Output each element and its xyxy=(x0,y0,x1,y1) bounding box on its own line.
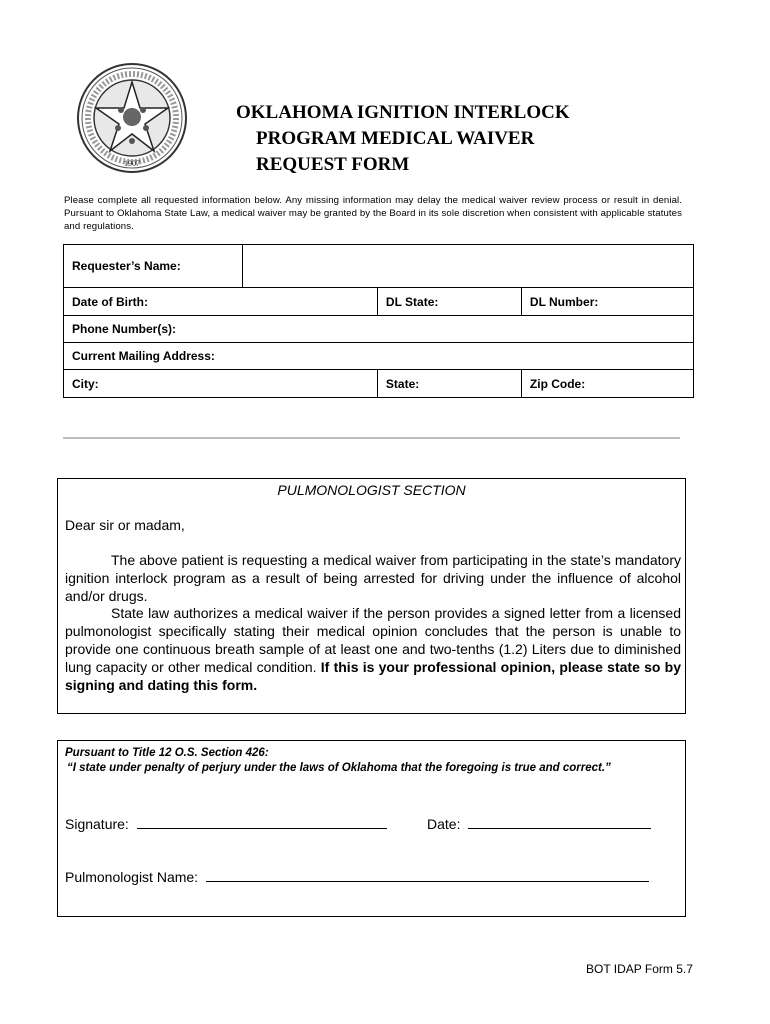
seal-icon xyxy=(76,62,188,174)
phone-field[interactable]: Phone Number(s): xyxy=(64,316,694,343)
title-line-2: PROGRAM MEDICAL WAIVER xyxy=(256,128,535,149)
statute-text: Pursuant to Title 12 O.S. Section 426: xyxy=(65,747,269,759)
paragraph-2 xyxy=(65,605,681,694)
requester-name-field[interactable] xyxy=(243,245,694,288)
date-line[interactable] xyxy=(468,814,651,829)
section-body xyxy=(65,552,681,694)
requester-name-label: Requester’s Name: xyxy=(64,245,243,288)
title-line-1: OKLAHOMA IGNITION INTERLOCK xyxy=(236,102,570,123)
dl-number-field[interactable]: DL Number: xyxy=(521,288,693,316)
signature-line[interactable] xyxy=(137,814,387,829)
name-row xyxy=(65,867,649,885)
date-label: Date: xyxy=(427,816,461,832)
pulmonologist-name-label: Pulmonologist Name: xyxy=(65,869,199,885)
paragraph-2-text: State law authorizes a medical waiver if the person provides a signed letter from a licensed pulmonologist specifically stating their medical opinion concludes that the person is unable to provide one continuous breath sample of at least one and two-tenths (1.2) Liters due to diminished lung capacity or other medical condition. xyxy=(65,605,681,675)
state-field[interactable]: State: xyxy=(377,370,521,398)
paragraph-1: The above patient is requesting a medical waiver from participating in the state’s mandatory ignition interlock program as a result of being arrested for driving under the influence of alcohol and/or drugs. xyxy=(65,552,681,604)
signature-row xyxy=(65,814,387,832)
signature-label: Signature: xyxy=(65,816,129,832)
state-seal xyxy=(76,62,188,174)
address-field[interactable]: Current Mailing Address: xyxy=(64,343,694,370)
attestation-section xyxy=(57,740,686,917)
form-id: BOT IDAP Form 5.7 xyxy=(586,962,693,976)
section-divider xyxy=(63,437,680,439)
date-row xyxy=(427,814,651,832)
form-title xyxy=(236,100,656,178)
title-line-3: REQUEST FORM xyxy=(256,154,410,175)
pulmonologist-name-line[interactable] xyxy=(206,867,649,882)
requester-info-table xyxy=(63,244,694,398)
perjury-statement: “I state under penalty of perjury under the laws of Oklahoma that the foregoing is true and correct.” xyxy=(67,762,611,774)
dob-field[interactable]: Date of Birth: xyxy=(64,288,378,316)
greeting: Dear sir or madam, xyxy=(65,517,185,533)
zip-field[interactable]: Zip Code: xyxy=(521,370,693,398)
seal-year: 1907 xyxy=(124,159,140,168)
intro-text: Please complete all requested information below. Any missing information may delay the medical waiver review process or result in denial. Pursuant to Oklahoma State Law, a medical waiver may be granted by the Board in its sole discretion when consistent with applicable statutes and regulations. xyxy=(64,195,682,233)
section-heading: PULMONOLOGIST SECTION xyxy=(277,482,466,498)
city-field[interactable]: City: xyxy=(64,370,378,398)
paragraph-2-bold: If this is your professional opinion, please state so by signing and dating this form. xyxy=(65,658,682,693)
pulmonologist-section xyxy=(57,478,686,714)
dl-state-field[interactable]: DL State: xyxy=(377,288,521,316)
